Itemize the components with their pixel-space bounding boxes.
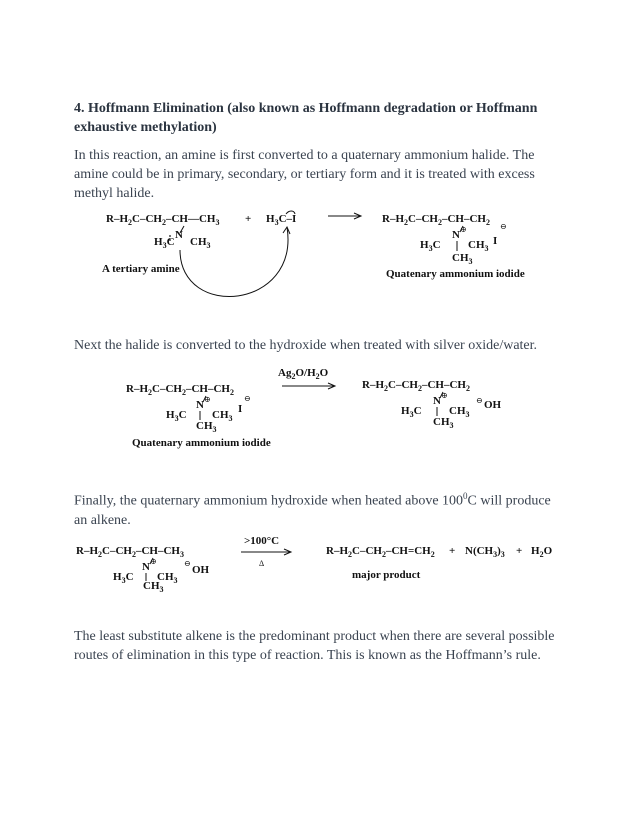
water: $H_2O$ bbox=[531, 545, 553, 559]
conclusion-paragraph: The least substitute alkene is the predominant product when there are several possible routes of elimination in this type of reaction. This is known as the Hoffmann’s rule. bbox=[74, 629, 555, 663]
product1-h3c: $H_3C$ bbox=[420, 239, 441, 253]
minus-charge: ⊖ bbox=[476, 396, 483, 405]
minus-charge: ⊖ bbox=[244, 394, 251, 403]
reactant2-ch3-bottom: $CH_3$ bbox=[196, 420, 217, 434]
product2-n-atom: N bbox=[433, 395, 441, 407]
amine-ch3: $CH_3$ bbox=[190, 236, 211, 250]
reactant2-caption: Quatenary ammonium iodide bbox=[132, 437, 271, 449]
reactant2-ch3-right: $CH_3$ bbox=[212, 409, 233, 423]
reactant3-h3c: $H_3C$ bbox=[113, 571, 134, 585]
product1-ch3-right: $CH_3$ bbox=[468, 239, 489, 253]
amine-h3c: $H_3C$ bbox=[154, 236, 175, 250]
methyl-iodide: $H_3C-I$ bbox=[266, 213, 297, 227]
plus-sign: + bbox=[449, 545, 456, 557]
intro-paragraph: In this reaction, an amine is first converted to a quaternary ammonium halide. The amine could be in primary, secondary, or tertiary form and it is treated with excess methyl halide. bbox=[74, 148, 535, 201]
step2-paragraph: Next the halide is converted to the hydroxide when treated with silver oxide/water. bbox=[74, 338, 538, 353]
major-product-caption: major product bbox=[352, 569, 421, 581]
plus-charge: ⊕ bbox=[441, 391, 448, 400]
minus-charge: ⊖ bbox=[500, 222, 507, 231]
product2-hydroxide: OH bbox=[484, 399, 502, 411]
reactant3-chain: $R-H_2C-CH_2-CH-CH_3$ bbox=[76, 545, 184, 559]
reactant2-h3c: $H_3C$ bbox=[166, 409, 187, 423]
reactant3-ch3-bottom: $CH_3$ bbox=[143, 580, 164, 594]
reactant2-n-atom: N bbox=[196, 399, 204, 411]
reactant3-hydroxide: OH bbox=[192, 564, 210, 576]
product2-ch3-right: $CH_3$ bbox=[449, 405, 470, 419]
product1-chain: $R-H_2C-CH_2-CH-CH_2$ bbox=[382, 213, 490, 227]
product2-chain: $R-H_2C-CH_2-CH-CH_2$ bbox=[362, 379, 470, 393]
product2-ch3-bottom: $CH_3$ bbox=[433, 416, 454, 430]
product1-iodide: I bbox=[493, 235, 498, 247]
product1-caption: Quatenary ammonium iodide bbox=[386, 268, 525, 280]
reactant3-n-atom: N bbox=[142, 561, 150, 573]
amine-chain: $R-H_2C-CH_2-CH—CH_3$ bbox=[106, 213, 220, 227]
amine-caption: A tertiary amine bbox=[102, 263, 180, 275]
trimethylamine: $N(CH_3)_3$ bbox=[465, 545, 505, 559]
plus-sign: + bbox=[516, 545, 523, 557]
reactant3-ch3-right: $CH_3$ bbox=[157, 571, 178, 585]
product2-h3c: $H_3C$ bbox=[401, 405, 422, 419]
section-heading: 4. Hoffmann Elimination (also known as Hoffmann degradation or Hoffmann exhaustive methylation) bbox=[74, 101, 538, 135]
minus-charge: ⊖ bbox=[184, 559, 191, 568]
reactant2-iodide: I bbox=[238, 403, 243, 415]
amine-n-atom: N bbox=[175, 229, 183, 241]
condition-temperature: >100°C bbox=[244, 535, 280, 547]
product1-n-atom: N bbox=[452, 229, 460, 241]
condition-heat: Δ bbox=[259, 559, 265, 568]
step3-text-a: Finally, the quaternary ammonium hydroxide when heated above 100 bbox=[74, 493, 464, 509]
plus-charge: ⊕ bbox=[204, 395, 211, 404]
plus-charge: ⊕ bbox=[460, 225, 467, 234]
plus-sign: + bbox=[245, 213, 252, 225]
reagent-ag2o-h2o: $Ag_2O/H_2O$ bbox=[278, 367, 329, 381]
step3-degree-sup: 0 bbox=[463, 491, 468, 501]
step3-text-b: C will produce an alkene. bbox=[74, 493, 551, 528]
reactant2-chain: $R-H_2C-CH_2-CH-CH_2$ bbox=[126, 383, 234, 397]
alkene-product: $R-H_2C-CH_2-CH=CH_2$ bbox=[326, 545, 435, 559]
plus-charge: ⊕ bbox=[150, 557, 157, 566]
product1-ch3-bottom: $CH_3$ bbox=[452, 252, 473, 266]
